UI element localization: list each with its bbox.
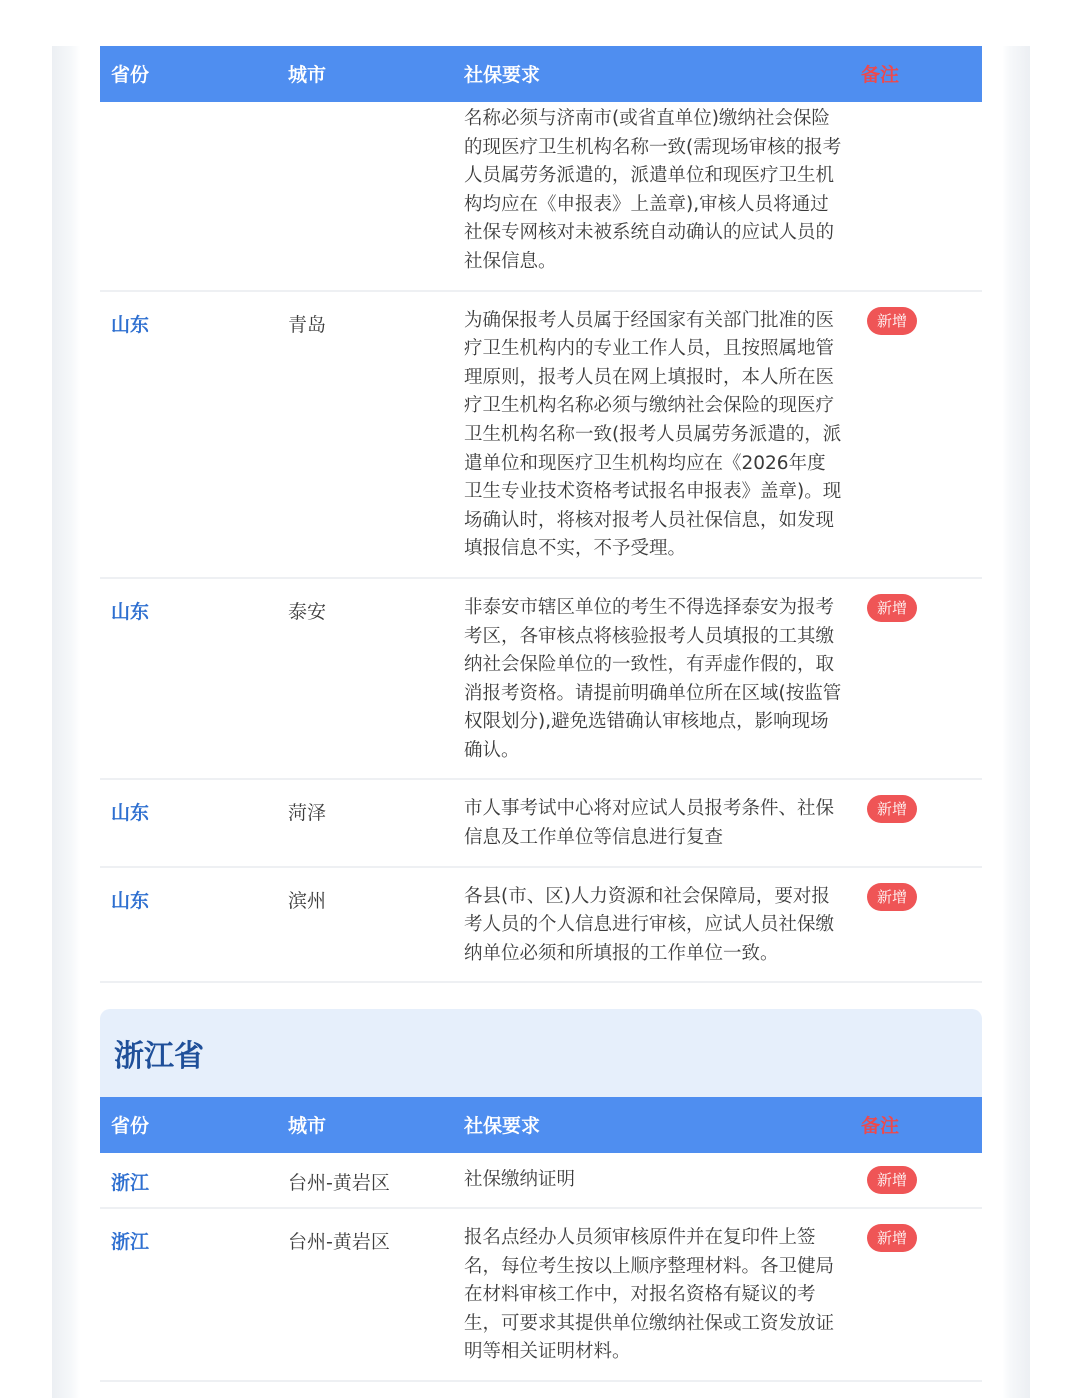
row-province: 浙江 [111,1172,150,1195]
header-remark: 备注 [861,64,900,86]
row-city: 台州-黄岩区 [288,1172,390,1195]
row-province: 山东 [111,600,150,623]
row-province: 山东 [111,889,150,912]
row-requirement: 各县(市、区)人力资源和社会保障局，要对报考人员的个人信息进行审核，应试人员社保缴纳单位必须和所填报的工作单位一致。 [464,885,835,964]
header-province: 省份 [111,64,150,86]
document-content [100,46,982,1382]
row-requirement: 社保缴纳证明 [464,1169,576,1191]
table-row [100,102,982,292]
section-title-text: 浙江省 [114,1039,204,1075]
table-row [100,579,982,781]
table-row [100,1209,982,1382]
row-requirement: 市人事考试中心将对应试人员报考条件、社保信息及工作单位等信息进行复查 [464,798,835,849]
table-row [100,868,982,984]
table-row [100,1153,982,1209]
row-requirement: 名称必须与济南市(或省直单位)缴纳社会保险的现医疗卫生机构名称一致(需现场审核的报考人员属劳务派遣的，派遣单位和现医疗卫生机构均应在《申报表》上盖章),审核人员将通过社保专网核对未被系统自动确认的应试人员的社保信息。 [464,108,842,272]
section-title-zhejiang [100,1009,982,1097]
table-header-zhejiang [100,1097,982,1153]
new-badge: 新增 [867,594,917,622]
new-badge: 新增 [867,883,917,911]
row-city: 泰安 [288,600,327,623]
header-city: 城市 [288,1115,327,1138]
new-badge: 新增 [867,795,917,823]
row-city: 滨州 [288,889,327,912]
row-requirement: 为确保报考人员属于经国家有关部门批准的医疗卫生机构内的专业工作人员，且按照属地管理原则，报考人员在网上填报时，本人所在医疗卫生机构名称必须与缴纳社会保险的现医疗卫生机构名称一致(报考人员属劳务派遣的，派遣单位和现医疗卫生机构均应在《2026年度卫生专业技术资格考试报名申报表》盖章)。现场确认时，将核对报考人员社保信息，如发现填报信息不实，不予受理。 [464,309,842,560]
table-header-shandong [100,46,982,102]
row-city: 台州-黄岩区 [288,1231,390,1254]
header-remark: 备注 [861,1115,900,1138]
header-requirement: 社保要求 [464,1115,541,1138]
header-province: 省份 [111,1115,150,1138]
row-requirement: 非泰安市辖区单位的考生不得选择泰安为报考考区，各审核点将核验报考人员填报的工其缴纳社会保险单位的一致性，有弄虚作假的，取消报考资格。请提前明确单位所在区域(按监管权限划分),避免选错确认审核地点，影响现场确认。 [464,596,842,761]
header-requirement: 社保要求 [464,64,541,86]
table-row [100,780,982,867]
row-city: 青岛 [288,313,327,336]
new-badge: 新增 [867,1224,917,1252]
page-right-shadow [1002,46,1030,1398]
header-city: 城市 [288,64,327,86]
row-requirement: 报名点经办人员须审核原件并在复印件上签名，每位考生按以上顺序整理材料。各卫健局在材料审核工作中，对报名资格有疑议的考生，可要求其提供单位缴纳社保或工资发放证明等相关证明材料。 [464,1227,835,1363]
row-province: 山东 [111,313,150,336]
new-badge: 新增 [867,307,917,335]
table-row [100,292,982,579]
page-left-shadow [52,46,80,1398]
new-badge: 新增 [867,1166,917,1194]
row-province: 山东 [111,802,150,825]
row-province: 浙江 [111,1231,150,1254]
row-city: 菏泽 [288,802,327,825]
